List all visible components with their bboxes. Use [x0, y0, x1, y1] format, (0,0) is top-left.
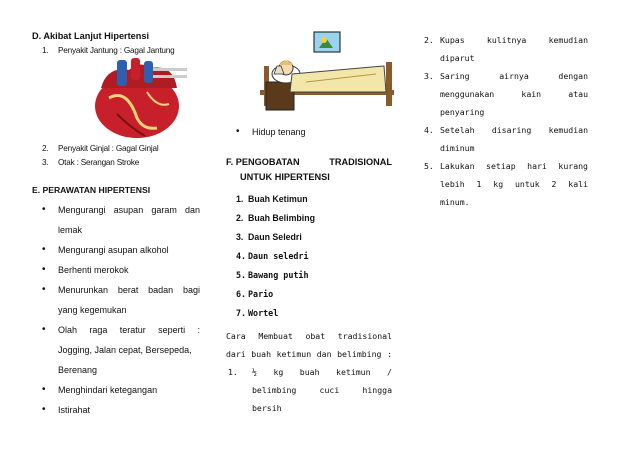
list-item: 5. Bawang putih — [236, 270, 309, 280]
step-2: 2. Kupas kulitnya kemudian diparut — [424, 35, 588, 63]
step-3: 3. Saring airnya dengan menggunakan kain atau penyaring — [424, 71, 588, 117]
list-item: • Mengurangi asupan garam dan lemak — [32, 200, 200, 240]
list-item: • Berhenti merokok — [32, 260, 200, 280]
step-1: 1. ½ kg buah ketimun / belimbing cuci hingga bersih — [228, 367, 392, 413]
list-item: 6. Pario — [236, 289, 274, 299]
list-item: • Mengurangi asupan alkohol — [32, 240, 200, 260]
list-item: 3. Daun Seledri — [236, 232, 302, 242]
section-d-title: D. Akibat Lanjut Hipertensi — [32, 31, 150, 41]
section-f-list — [226, 190, 394, 323]
list-item: 1. Buah Ketimun — [236, 194, 308, 204]
hidup-list — [226, 122, 394, 142]
list-item: • Olah raga teratur seperti : Jogging, Jalan cepat, Bersepeda, Berenang — [32, 320, 200, 380]
section-f-subtitle: UNTUK HIPERTENSI — [240, 172, 330, 182]
list-item: • Menurunkan berat badan bagi yang kegemukan — [32, 280, 200, 320]
list-item: 2. Buah Belimbing — [236, 213, 315, 223]
list-item: • Menghindari ketegangan — [32, 380, 200, 400]
section-e-title: E. PERAWATAN HIPERTENSI — [32, 185, 151, 195]
section-f-title: F. PENGOBATAN TRADISIONAL — [226, 157, 392, 167]
cara-membuat: Cara Membuat obat tradisional dari buah ketimun dan belimbing : — [226, 331, 392, 359]
resting-illustration — [256, 22, 396, 118]
list-item: • Istirahat — [32, 400, 200, 420]
list-item: 4. Daun seledri — [236, 251, 309, 261]
list-item: 7. Wortel — [236, 308, 279, 318]
sleeping-person-icon — [256, 22, 396, 118]
step-5: 5. Lakukan setiap hari kurang lebih 1 kg untuk 2 kali minum. — [424, 161, 588, 207]
heart-illustration — [87, 58, 189, 140]
step-4: 4. Setelah disaring kemudian diminum — [424, 125, 588, 153]
list-item: • Hidup tenang — [226, 122, 394, 142]
section-e-list — [32, 200, 200, 420]
heart-icon — [87, 58, 189, 140]
